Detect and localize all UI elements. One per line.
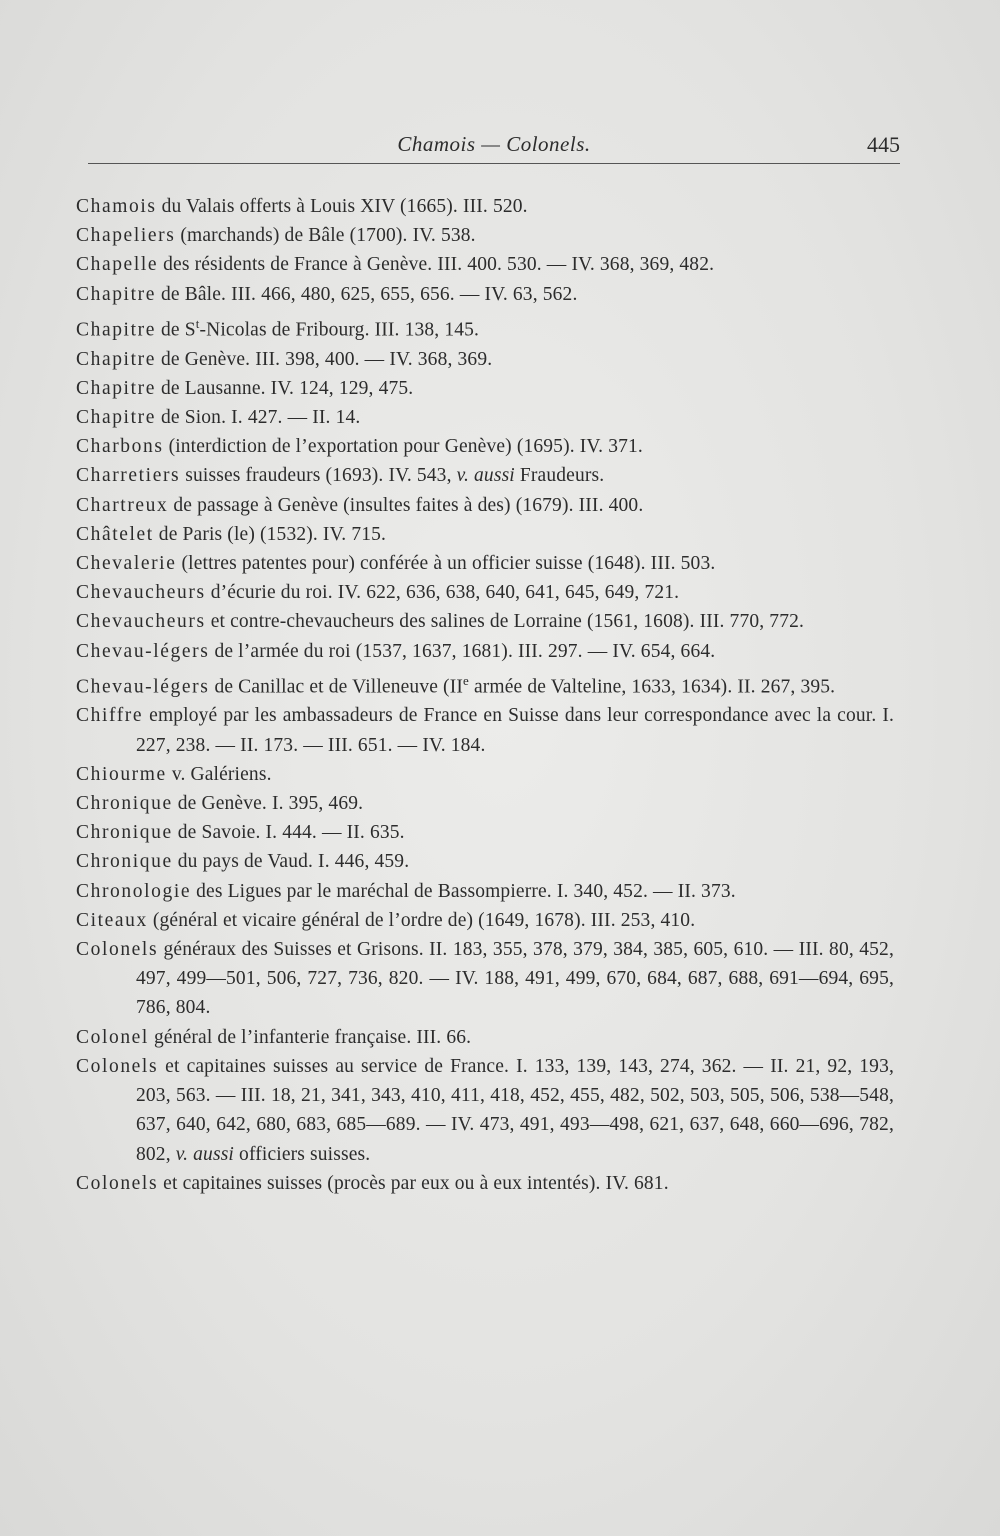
entry-text: (général et vicaire général de l’ordre de) (1649, 1678). III. 253, 410. — [147, 909, 696, 931]
index-entries — [76, 192, 894, 1198]
index-entry — [76, 1023, 894, 1052]
entry-text-tail: -Nicolas de Fribourg. III. 138, 145. — [199, 319, 480, 341]
index-entry — [76, 374, 894, 403]
index-entry — [76, 935, 894, 1023]
entry-text: de Bâle. III. 466, 480, 625, 655, 656. — IV. 63, 562. — [155, 283, 578, 305]
entry-text: de Sion. I. 427. — II. 14. — [155, 406, 361, 428]
index-entry — [76, 877, 894, 906]
entry-headword: Colonels — [76, 939, 159, 961]
entry-headword: Chronique — [76, 793, 173, 815]
entry-text: des résidents de France à Genève. III. 400. 530. — IV. 368, 369, 482. — [158, 254, 715, 276]
entry-headword: Colonels — [76, 1172, 159, 1194]
index-entry — [76, 403, 894, 432]
index-entry — [76, 192, 894, 221]
entry-text: et capitaines suisses (procès par eux ou à eux intentés). IV. 681. — [158, 1172, 669, 1194]
entry-text: général de l’infanterie française. III. 66. — [148, 1026, 472, 1048]
entry-headword: Citeaux — [76, 909, 148, 931]
entry-headword: Chamois — [76, 196, 157, 217]
entry-headword: Chronologie — [76, 880, 192, 902]
entry-headword: Chapitre — [76, 283, 156, 305]
entry-headword: Chronique — [76, 822, 173, 844]
index-entry — [76, 760, 894, 789]
entry-text: des Ligues par le maréchal de Bassompierre. I. 340, 452. — II. 373. — [191, 880, 736, 902]
index-entry — [76, 1169, 894, 1198]
running-title: Chamois — Colonels. — [397, 132, 591, 156]
entry-text: de Canillac et de Villeneuve (II — [209, 676, 463, 698]
index-entry — [76, 818, 894, 847]
index-entry — [76, 906, 894, 935]
index-entry — [76, 701, 894, 759]
entry-headword: Chapitre — [76, 406, 156, 428]
entry-headword: Châtelet — [76, 523, 154, 545]
entry-headword: Chevalerie — [76, 552, 177, 574]
entry-headword: Chiourme — [76, 763, 167, 785]
entry-headword: Chapitre — [76, 377, 156, 399]
entry-text-tail: Fraudeurs. — [514, 465, 605, 487]
index-entry — [76, 250, 894, 279]
page-number: 445 — [867, 132, 900, 157]
entry-text: (interdiction de l’exportation pour Genève) (1695). IV. 371. — [163, 436, 643, 458]
entry-text: de Genève. III. 398, 400. — IV. 368, 369. — [155, 348, 493, 370]
entry-crossref: v. aussi — [175, 1143, 235, 1165]
index-entry — [76, 549, 894, 578]
entry-headword: Chapitre — [76, 319, 156, 341]
entry-text: d’écurie du roi. IV. 622, 636, 638, 640, 641, 645, 649, 721. — [205, 582, 680, 604]
entry-headword: Charbons — [76, 436, 164, 458]
entry-text: du Valais offerts à Louis XIV (1665). III. 520. — [156, 196, 528, 217]
index-entry — [76, 607, 894, 636]
entry-text: suisses fraudeurs (1693). IV. 543, — [180, 465, 457, 487]
entry-text: du pays de Vaud. I. 446, 459. — [172, 851, 410, 873]
index-entry — [76, 432, 894, 461]
entry-text: v. Galériens. — [166, 763, 272, 785]
index-entry — [76, 491, 894, 520]
entry-headword: Charretiers — [76, 465, 181, 487]
index-entry — [76, 637, 894, 666]
entry-text: de passage à Genève (insultes faites à des) (1679). III. 400. — [168, 494, 644, 516]
entry-headword: Chapeliers — [76, 225, 176, 247]
index-entry — [76, 461, 894, 490]
index-entry — [76, 789, 894, 818]
entry-headword: Colonel — [76, 1026, 149, 1048]
entry-text: de S — [155, 319, 196, 341]
entry-headword: Chronique — [76, 851, 173, 873]
entry-text-tail: officiers suisses. — [234, 1143, 371, 1165]
entry-headword: Chevaucheurs — [76, 582, 206, 604]
entry-headword: Chartreux — [76, 494, 169, 516]
index-entry — [76, 345, 894, 374]
index-entry — [76, 221, 894, 250]
index-entry — [76, 309, 894, 345]
entry-headword: Chevau-légers — [76, 676, 210, 698]
entry-crossref: v. aussi — [456, 465, 515, 487]
entry-headword: Chapelle — [76, 254, 159, 276]
entry-headword: Chevau-légers — [76, 640, 210, 662]
running-head — [88, 128, 900, 160]
entry-headword: Chapitre — [76, 348, 156, 370]
entry-text: de Savoie. I. 444. — II. 635. — [172, 822, 405, 844]
entry-text: généraux des Suisses et Grisons. II. 183, 355, 378, 379, 384, 385, 605, 610. — III. 80, 452, 497, 499—501, 506, 727, 736, 820. — IV. 188, 491, 499, 670, 684, 687, 688, 691—694, 695, 786, 804. — [136, 939, 894, 1019]
index-entry — [76, 666, 894, 702]
entry-headword: Chiffre — [76, 705, 144, 727]
entry-superscript: e — [463, 672, 469, 688]
entry-text-tail: armée de Valteline, 1633, 1634). II. 267, 395. — [468, 676, 836, 698]
entry-text: et capitaines suisses au service de France. I. 133, 139, 143, 274, 362. — II. 21, 92, 193, 203, 563. — III. 18, 21, 341, 343, 410, 411, 418, 452, 455, 482, 502, 503, 505, 506, 538—548, 637, 640, 642, 680, 683, 685—689. — IV. 473, 491, 493—498, 621, 637, 648, 660—696, 782, 802, — [136, 1055, 894, 1165]
entry-text: employé par les ambassadeurs de France en Suisse dans leur correspondance avec la cour. I. 227, 238. — II. 173. — III. 651. — IV. 184. — [136, 705, 894, 756]
index-entry — [76, 578, 894, 607]
entry-text: (lettres patentes pour) conférée à un officier suisse (1648). III. 503. — [176, 552, 716, 574]
index-entry — [76, 280, 894, 309]
entry-text: de Paris (le) (1532). IV. 715. — [153, 523, 387, 545]
entry-headword: Chevaucheurs — [76, 611, 206, 633]
entry-text: de Lausanne. IV. 124, 129, 475. — [155, 377, 414, 399]
entry-text: de l’armée du roi (1537, 1637, 1681). III. 297. — IV. 654, 664. — [209, 640, 716, 662]
entry-headword: Colonels — [76, 1055, 159, 1077]
index-entry — [76, 847, 894, 876]
header-rule — [88, 163, 900, 164]
entry-text: (marchands) de Bâle (1700). IV. 538. — [175, 225, 476, 247]
entry-text: de Genève. I. 395, 469. — [172, 793, 364, 815]
entry-text: et contre-chevaucheurs des salines de Lorraine (1561, 1608). III. 770, 772. — [205, 611, 805, 633]
index-entry — [76, 520, 894, 549]
index-entry — [76, 1052, 894, 1169]
entry-superscript: t — [195, 315, 200, 331]
